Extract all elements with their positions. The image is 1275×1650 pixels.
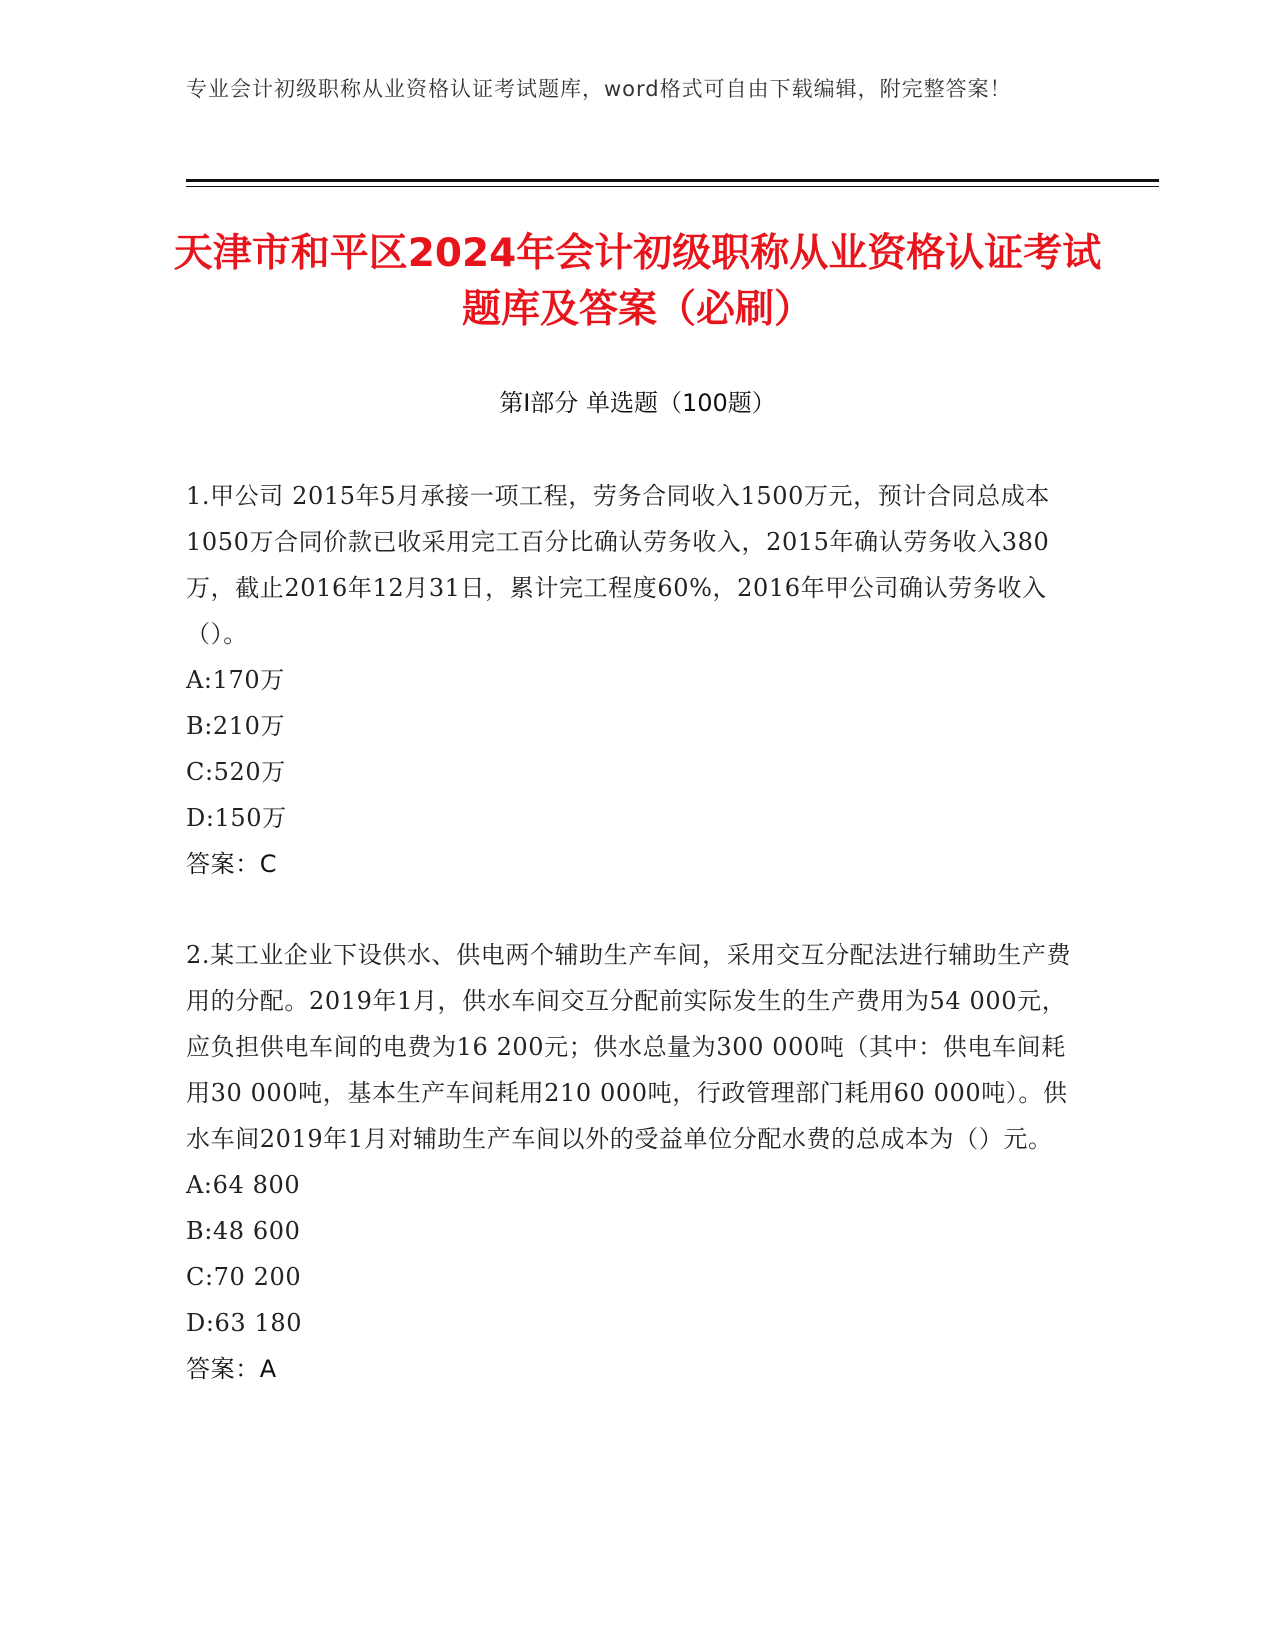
header-note: 专业会计初级职称从业资格认证考试题库，word格式可自由下载编辑，附完整答案！ bbox=[186, 77, 1012, 101]
header-divider-thin bbox=[186, 186, 1159, 187]
option-d: D:63 180 bbox=[186, 1309, 303, 1337]
question-stem: 1.甲公司 2015年5月承接一项工程，劳务合同收入1500万元，预计合同总成本1050万合同价款已收采用完工百分比确认劳务收入，2015年确认劳务收入380万，截止2016年12月31日，累计完工程度60%，2016年甲公司确认劳务收入（）。 bbox=[186, 482, 1050, 648]
answer-line: 答案：C bbox=[186, 850, 278, 878]
question-1 bbox=[186, 473, 1086, 887]
option-a: A:64 800 bbox=[186, 1171, 301, 1199]
answer-line: 答案：A bbox=[186, 1355, 277, 1383]
question-2 bbox=[186, 932, 1086, 1392]
option-b: B:48 600 bbox=[186, 1217, 301, 1245]
section-heading: 第Ⅰ部分 单选题（100题） bbox=[499, 389, 776, 417]
question-stem: 2.某工业企业下设供水、供电两个辅助生产车间，采用交互分配法进行辅助生产费用的分配。2019年1月，供水车间交互分配前实际发生的生产费用为54 000元，应负担供电车间的电费为16 200元；供水总量为300 000吨（其中：供电车间耗用30 000吨，基本生产车间耗用210 000吨，行政管理部门耗用60 000吨）。供水车间2019年1月对辅助生产车间以外的受益单位分配水费的总成本为（）元。 bbox=[186, 941, 1072, 1153]
header-divider-thick bbox=[186, 179, 1159, 182]
option-d: D:150万 bbox=[186, 804, 287, 832]
option-a: A:170万 bbox=[186, 666, 285, 694]
option-c: C:520万 bbox=[186, 758, 286, 786]
option-c: C:70 200 bbox=[186, 1263, 302, 1291]
document-title: 天津市和平区2024年会计初级职称从业资格认证考试题库及答案（必刷） bbox=[173, 231, 1102, 332]
option-b: B:210万 bbox=[186, 712, 286, 740]
